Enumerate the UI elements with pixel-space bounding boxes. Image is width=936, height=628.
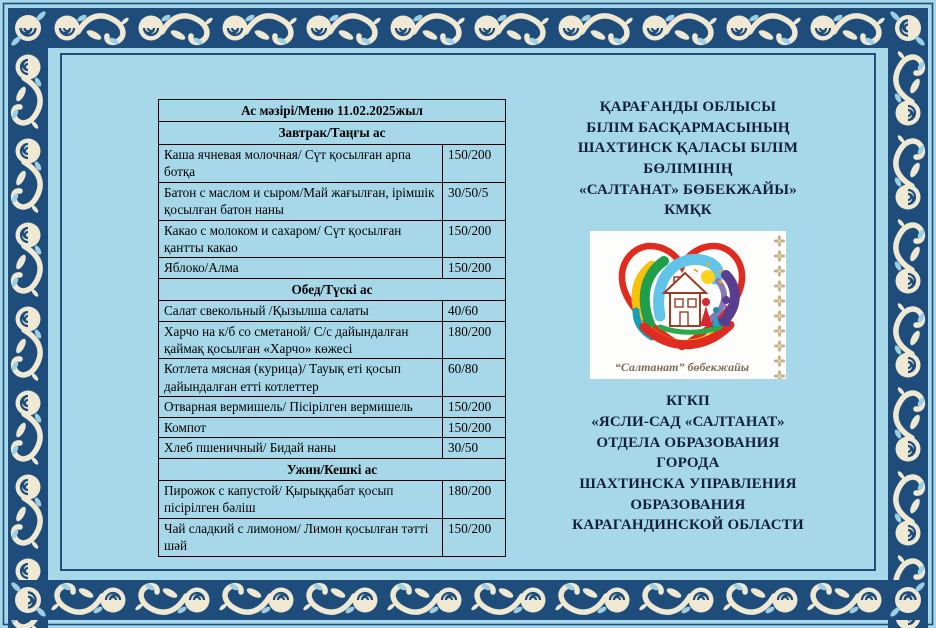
org-line: КАРАГАНДИНСКОЙ ОБЛАСТИ xyxy=(572,517,804,534)
org-line: ҚАРАҒАНДЫ ОБЛЫСЫ xyxy=(599,99,777,115)
portion-cell: 60/80 xyxy=(443,359,506,397)
family-icon xyxy=(700,296,731,326)
menu-item-row xyxy=(159,182,506,220)
menu-section-row xyxy=(159,278,506,300)
menu-table xyxy=(158,99,506,557)
portion-cell: 180/200 xyxy=(443,321,506,359)
portion-cell: 150/200 xyxy=(443,417,506,437)
menu-section-title: Ужин/Кешкі ас xyxy=(159,458,506,480)
org-line: «ЯСЛИ-САД «САЛТАНАТ» xyxy=(591,413,785,430)
portion-cell: 150/200 xyxy=(443,220,506,258)
org-line: ОТДЕЛА ОБРАЗОВАНИЯ xyxy=(596,434,780,451)
dish-name-cell: Котлета мясная (курица)/ Тауық еті қосып дайындалған етті котлеттер xyxy=(159,359,443,397)
portion-cell: 150/200 xyxy=(443,518,506,556)
menu-item-row xyxy=(159,417,506,437)
logo-ornament-strip xyxy=(773,231,786,379)
menu-title-row xyxy=(159,100,506,122)
content-panel xyxy=(60,53,876,571)
menu-section-title: Завтрак/Таңғы ас xyxy=(159,122,506,144)
portion-cell: 150/200 xyxy=(443,258,506,278)
organization-name-ru xyxy=(510,391,866,536)
dish-name-cell: Пирожок с капустой/ Қырыққабат қосып пісірілген бәліш xyxy=(159,481,443,519)
logo-caption: “Салтанат” бөбекжайы xyxy=(614,360,750,375)
dish-name-cell: Отварная вермишель/ Пісірілген вермишель xyxy=(159,397,443,417)
org-line: ОБРАЗОВАНИЯ xyxy=(630,496,746,513)
menu-title: Ас мәзірі/Меню 11.02.2025жыл xyxy=(159,100,506,122)
menu-table-body xyxy=(159,100,506,557)
portion-cell: 150/200 xyxy=(443,144,506,182)
dish-name-cell: Харчо на к/б со сметаной/ С/с дайындалған қаймақ қосылған «Харчо» көжесі xyxy=(159,321,443,359)
menu-item-row xyxy=(159,438,506,458)
org-line: «САЛТАНАТ» БӨБЕКЖАЙЫ» xyxy=(579,181,797,198)
dish-name-cell: Батон с маслом и сыром/Май жағылған, ірімшік қосылған батон наны xyxy=(159,182,443,220)
dish-name-cell: Каша ячневая молочная/ Сүт қосылған арпа ботқа xyxy=(159,144,443,182)
dish-name-cell: Чай сладкий с лимоном/ Лимон қосылған тәтті шәй xyxy=(159,518,443,556)
org-line: БІЛІМ БАСҚАРМАСЫНЫҢ xyxy=(586,119,790,136)
portion-cell: 150/200 xyxy=(443,397,506,417)
menu-item-row xyxy=(159,481,506,519)
dish-name-cell: Компот xyxy=(159,417,443,437)
dish-name-cell: Какао с молоком и сахаром/ Сүт қосылған қантты какао xyxy=(159,220,443,258)
menu-item-row xyxy=(159,144,506,182)
saltanat-logo xyxy=(590,231,786,379)
organization-column xyxy=(510,97,866,536)
menu-item-row xyxy=(159,359,506,397)
portion-cell: 40/60 xyxy=(443,301,506,321)
menu-item-row xyxy=(159,301,506,321)
dish-name-cell: Яблоко/Алма xyxy=(159,258,443,278)
menu-item-row xyxy=(159,220,506,258)
menu-item-row xyxy=(159,258,506,278)
org-line: КМҚК xyxy=(664,202,712,219)
dish-name-cell: Хлеб пшеничный/ Бидай наны xyxy=(159,438,443,458)
org-line: БӨЛІМІНІҢ xyxy=(643,161,733,178)
dish-name-cell: Салат свекольный /Қызылша салаты xyxy=(159,301,443,321)
org-line: ГОРОДА xyxy=(656,455,720,472)
saltanat-logo-graphic xyxy=(590,231,774,355)
menu-item-row xyxy=(159,518,506,556)
org-line: ШАХТИНСК ҚАЛАСЫ БІЛІМ xyxy=(577,140,799,157)
menu-section-title: Обед/Түскі ас xyxy=(159,278,506,300)
org-line: КГКП xyxy=(666,393,710,410)
portion-cell: 30/50/5 xyxy=(443,182,506,220)
portion-cell: 180/200 xyxy=(443,481,506,519)
menu-section-row xyxy=(159,122,506,144)
portion-cell: 30/50 xyxy=(443,438,506,458)
organization-name-kk xyxy=(510,97,866,221)
org-line: ШАХТИНСКА УПРАВЛЕНИЯ xyxy=(579,475,797,492)
menu-section-row xyxy=(159,458,506,480)
menu-item-row xyxy=(159,321,506,359)
menu-item-row xyxy=(159,397,506,417)
